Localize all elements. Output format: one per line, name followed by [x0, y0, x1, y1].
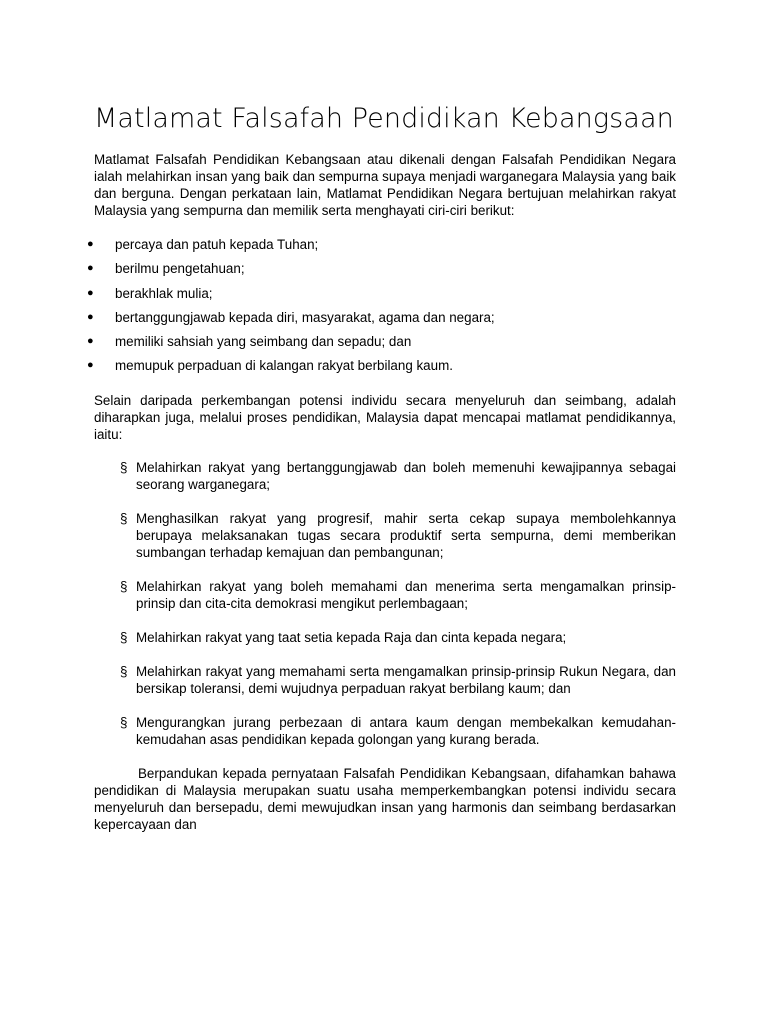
page-title: Matlamat Falsafah Pendidikan Kebangsaan: [94, 103, 674, 134]
list-item-text: percaya dan patuh kepada Tuhan;: [115, 237, 319, 252]
list-item-text: bertanggungjawab kepada diri, masyarakat, agama dan negara;: [115, 309, 495, 325]
list-item-text: Melahirkan rakyat yang taat setia kepada Raja dan cinta kepada negara;: [136, 630, 567, 646]
list-item: [87, 333, 676, 350]
goals-list: [94, 459, 676, 748]
list-item: [120, 629, 676, 646]
section-sign-icon: §: [120, 715, 128, 731]
section-sign-icon: §: [120, 630, 128, 646]
section-sign-icon: §: [120, 511, 128, 527]
closing-paragraph: Berpandukan kepada pernyataan Falsafah Pendidikan Kebangsaan, difahamkan bahawa pendidikan di Malaysia merupakan suatu usaha memperkembangkan potensi individu secara menyeluruh dan bersepadu, demi mewujudkan insan yang harmonis dan seimbang berdasarkan kepercayaan dan: [94, 766, 676, 833]
list-item: [120, 578, 676, 612]
list-item-text: Melahirkan rakyat yang boleh memahami dan menerima serta mengamalkan prinsip-prinsip dan cita-cita demokrasi mengikut perlembagaan;: [136, 579, 676, 612]
bullet-icon: ●: [87, 310, 94, 323]
list-item-text: berakhlak mulia;: [115, 285, 213, 301]
list-item: [120, 663, 676, 697]
list-item: [120, 510, 676, 561]
characteristics-list: [87, 236, 676, 374]
list-item-text: Menghasilkan rakyat yang progresif, mahir serta cekap supaya membolehkannya berupaya melaksanakan tugas secara produktif serta sempurna, demi memberikan sumbangan terhadap kemajuan dan pembangunan;: [136, 511, 676, 561]
goals-intro-paragraph: Selain daripada perkembangan potensi individu secara menyeluruh dan seimbang, adalah diharapkan juga, melalui proses pendidikan, Malaysia dapat mencapai matlamat pendidikannya, iaitu:: [94, 393, 676, 443]
list-item: [87, 357, 676, 374]
list-item: [120, 714, 676, 748]
bullet-icon: ●: [87, 238, 94, 250]
section-sign-icon: §: [120, 579, 128, 595]
bullet-icon: ●: [87, 262, 94, 275]
list-item-text: memiliki sahsiah yang seimbang dan sepadu; dan: [115, 334, 412, 350]
section-sign-icon: §: [120, 664, 128, 680]
list-item: [87, 236, 676, 253]
list-item-text: Mengurangkan jurang perbezaan di antara kaum dengan membekalkan kemudahan-kemudahan asas pendidikan kepada golongan yang kurang berada.: [136, 715, 676, 748]
list-item-text: memupuk perpaduan di kalangan rakyat berbilang kaum.: [115, 358, 453, 374]
section-sign-icon: §: [120, 460, 128, 476]
list-item-text: berilmu pengetahuan;: [115, 261, 245, 277]
list-item: [87, 285, 676, 302]
document-page: [87, 100, 676, 833]
bullet-icon: ●: [87, 335, 94, 348]
list-item: [87, 260, 676, 277]
list-item: [87, 309, 676, 326]
intro-paragraph: Matlamat Falsafah Pendidikan Kebangsaan atau dikenali dengan Falsafah Pendidikan Negara ialah melahirkan insan yang baik dan sempurna supaya menjadi warganegara Malaysia yang baik dan berguna. Dengan perkataan lain, Matlamat Pendidikan Negara bertujuan melahirkan rakyat Malaysia yang sempurna dan memilik serta menghayati ciri-ciri berikut:: [94, 152, 676, 218]
list-item: [120, 459, 676, 493]
bullet-icon: ●: [87, 359, 94, 372]
list-item-text: Melahirkan rakyat yang bertanggungjawab dan boleh memenuhi kewajipannya sebagai seorang warganegara;: [136, 460, 676, 493]
list-item-text: Melahirkan rakyat yang memahami serta mengamalkan prinsip-prinsip Rukun Negara, dan bersikap toleransi, demi wujudnya perpaduan rakyat berbilang kaum; dan: [136, 664, 676, 697]
bullet-icon: ●: [87, 286, 94, 299]
